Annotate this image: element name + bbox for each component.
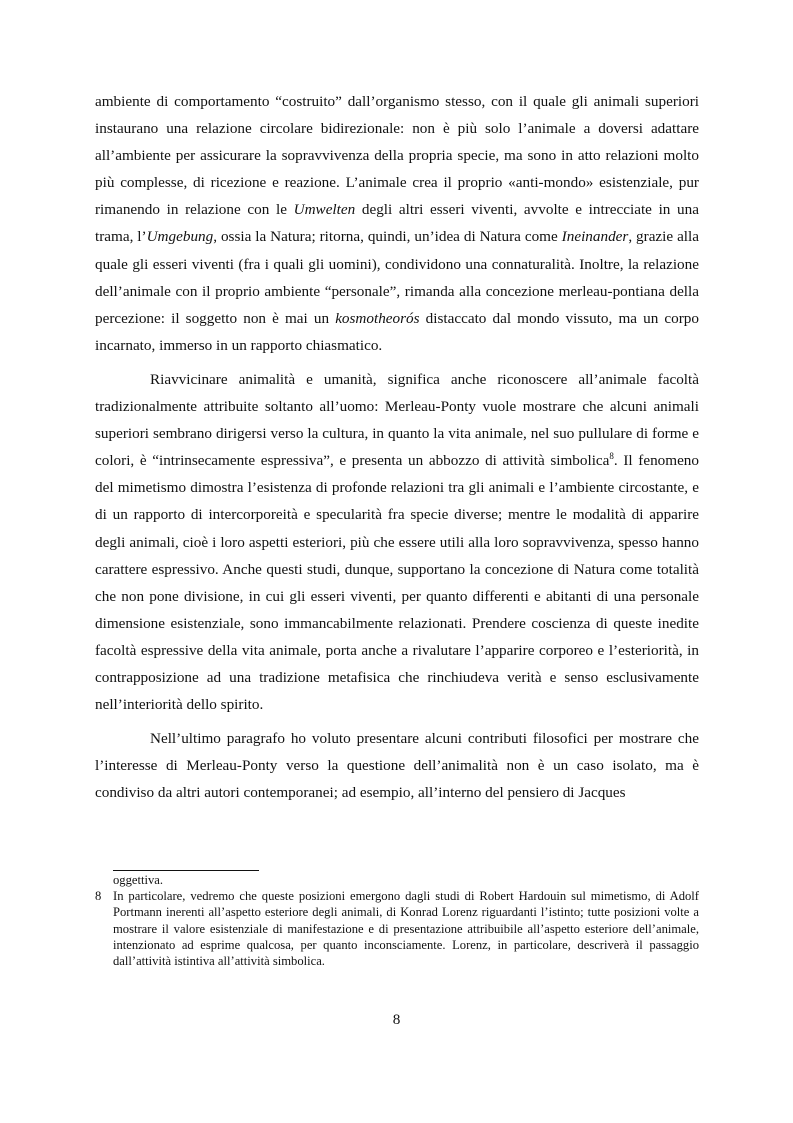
footnote-8 (95, 888, 699, 969)
text-run: . Il fenomeno del mimetismo dimostra l’esistenza di profonde relazioni tra gli animali e l’ambiente circostante, e di un rapporto di intercorporeità e specularità fra specie diverse; mentre le modalità di apparire degli animali, cioè i loro aspetti esteriori, più che essere utili alla loro sopravvivenza, spesso hanno carattere espressivo. Anche questi studi, dunque, supportano la concezione di Natura come totalità che non pone divisione, in cui gli esseri viventi, per quanto differenti e abitanti di una personale dimensione esistenziale, sono immancabilmente relazionati. Prendere coscienza di queste inedite facoltà espressive della vita animale, porta anche a rivalutare l’apparire corporeo e l’esteriorità, in contrapposizione ad una tradizione metafisica che rinchiudeva verità e senso esclusivamente nell’interiorità dello spirito. (95, 452, 699, 714)
page-number: 8 (392, 1011, 401, 1028)
footnote-text: In particolare, vedremo che queste posizioni emergono dagli studi di Robert Hardouin sul mimetismo, di Adolf Portmann inerenti all’aspetto esteriore degli animali, di Konrad Lorenz riguardanti l’istinto; tutte posizioni volte a mostrare il valore esistenziale di manifestazione e di presentazione attribuibile all’aspetto esteriore dell’animale, intenzionato ad esprime qualcosa, per quanto inconsciamente. Lorenz, in particolare, descriverà il passaggio dall’attività istintiva all’attività simbolica. (113, 889, 699, 969)
footnote-reference-8[interactable]: 8 (609, 451, 614, 462)
text-run: ambiente di comportamento “costruito” dall’organismo stesso, con il quale gli animali superiori instaurano una relazione circolare bidirezionale: non è più solo l’animale a doversi adattare all’ambiente per assicurare la sopravvivenza della propria specie, ma sono in atto relazioni molto più complesse, di ricezione e reazione. L’animale crea il proprio «anti-mondo» esistenziale, pur rimanendo in relazione con le (95, 93, 699, 219)
italic-term: Ineinander (561, 228, 629, 246)
paragraph-2 (95, 366, 699, 718)
italic-term: Umgebung (146, 228, 214, 246)
footnote-continuation: oggettiva. (113, 873, 164, 887)
footnote-separator (113, 870, 259, 871)
footnotes (95, 872, 699, 969)
paragraph-3: Nell’ultimo paragrafo ho voluto presentare alcuni contributi filosofici per mostrare che l’interesse di Merleau-Ponty verso la questione dell’animalità non è un caso isolato, ma è condiviso da altri autori contemporanei; ad esempio, all’interno del pensiero di Jacques (95, 730, 699, 802)
italic-term: kosmotheorós (335, 309, 420, 327)
text-run: distaccato dal mondo vissuto, ma un corpo incarnato, immerso in un rapporto chiasmatico. (95, 309, 699, 354)
text-run: , grazie alla quale gli esseri viventi (fra i quali gli uomini), condividono una connaturalità. Inoltre, la relazione dell’animale con il proprio ambiente “personale”, rimanda alla concezione merleau-pontiana della percezione: il soggetto non è mai un (95, 228, 699, 327)
footnote-number: 8 (95, 889, 102, 904)
italic-term: Umwelten (293, 201, 356, 219)
main-text (95, 88, 699, 806)
text-run: Riavvicinare animalità e umanità, significa anche riconoscere all’animale facoltà tradizionalmente attribuite soltanto all’uomo: Merleau-Ponty vuole mostrare che alcuni animali superiori sembrano dirigersi verso la cultura, in quanto la vita animale, nel suo pullulare di forme e colori, è “intrinsecamente espressiva”, e presenta un abbozzo di attività simbolica (95, 370, 699, 470)
paragraph-1 (95, 88, 699, 359)
text-run: , ossia la Natura; ritorna, quindi, un’idea di Natura come (213, 228, 562, 246)
text-run: degli altri esseri viventi, avvolte e intrecciate in una trama, l’ (95, 201, 699, 246)
